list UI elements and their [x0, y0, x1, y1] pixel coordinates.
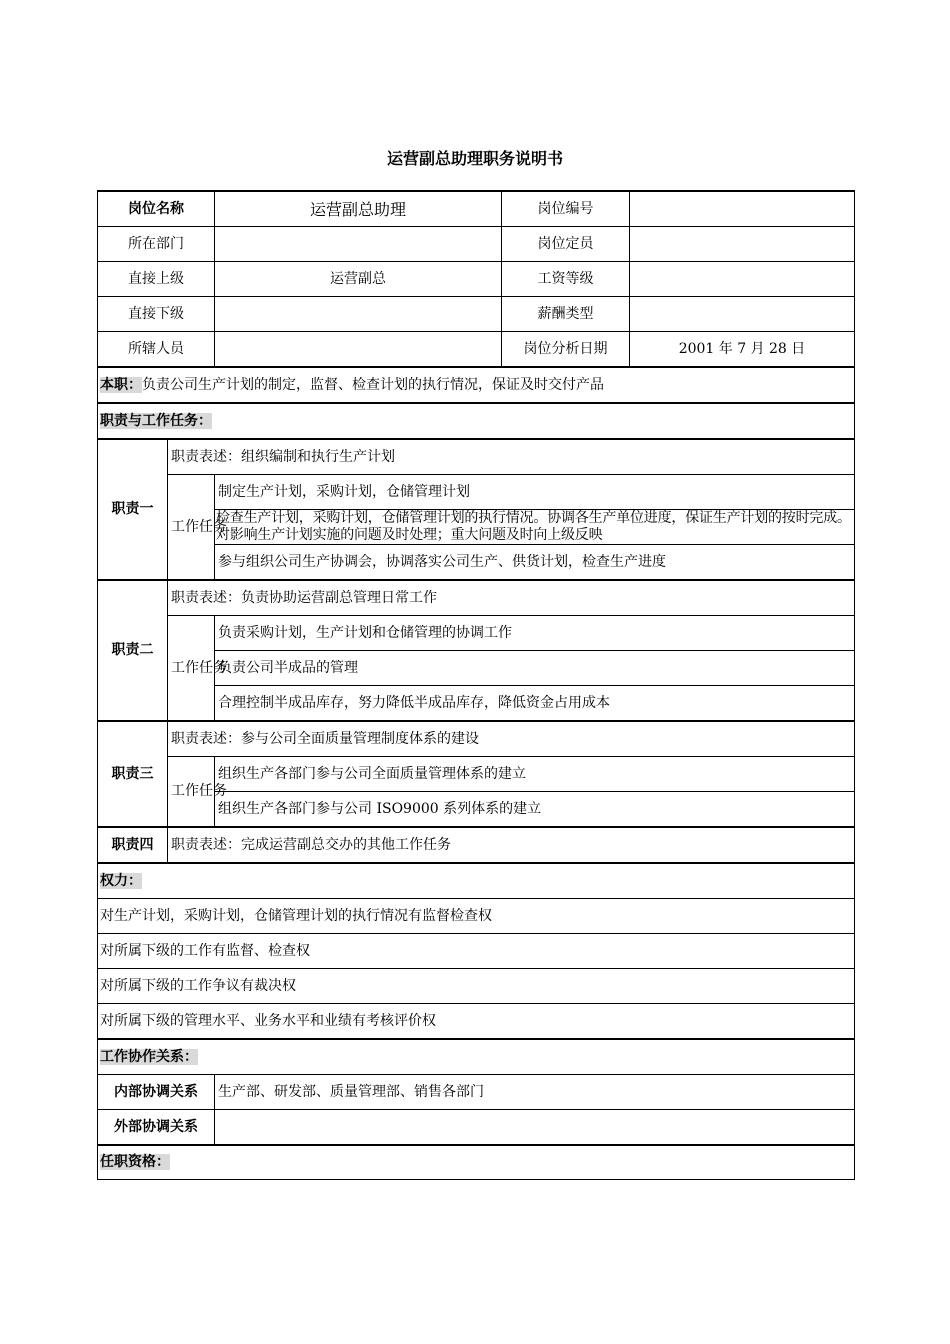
page-title: 运营副总助理职务说明书 [386, 149, 563, 168]
duty2-task-row-1 [98, 616, 855, 651]
value-pay-type [630, 297, 855, 332]
duty1-label: 职责一 [98, 439, 168, 580]
duty1-task-1: 制定生产计划，采购计划，仓储管理计划 [215, 475, 855, 510]
duties-header-row [98, 403, 855, 439]
label-analysis-date: 岗位分析日期 [502, 332, 630, 368]
label-position-name: 岗位名称 [98, 191, 215, 227]
duty2-label: 职责二 [98, 580, 168, 721]
duty3-label: 职责三 [98, 721, 168, 827]
internal-relations-value: 生产部、研发部、质量管理部、销售各部门 [215, 1075, 855, 1110]
power-item-2: 对所属下级的工作有监督、检查权 [98, 934, 855, 969]
power-header: 权力： [100, 872, 142, 889]
label-pay-type: 薪酬类型 [502, 297, 630, 332]
job-description-table [97, 190, 855, 1180]
basic-row-1 [98, 191, 855, 227]
label-position-code: 岗位编号 [502, 191, 630, 227]
label-salary-grade: 工资等级 [502, 262, 630, 297]
label-subordinate: 直接下级 [98, 297, 215, 332]
qualification-header-row [98, 1145, 855, 1180]
relations-header-cell [98, 1039, 855, 1075]
qualification-header: 任职资格： [100, 1154, 170, 1170]
duty1-task-2: 检查生产计划，采购计划，仓储管理计划的执行情况。协调各生产单位进度，保证生产计划的按时完成。对影响生产计划实施的问题及时处理；重大问题及时向上级反映 [215, 510, 855, 545]
duty3-desc-row [98, 721, 855, 757]
value-staff [215, 332, 502, 368]
duty2-task-3: 合理控制半成品库存，努力降低半成品库存，降低资金占用成本 [215, 686, 855, 722]
duty3-task-1: 组织生产各部门参与公司全面质量管理体系的建立 [215, 757, 855, 792]
duties-header: 职责与工作任务： [100, 412, 212, 429]
duty2-task-2: 负责公司半成品的管理 [215, 651, 855, 686]
internal-relations-label: 内部协调关系 [98, 1075, 215, 1110]
value-subordinate [215, 297, 502, 332]
power-item-4: 对所属下级的管理水平、业务水平和业绩有考核评价权 [98, 1004, 855, 1040]
duty3-task-row-1 [98, 757, 855, 792]
value-department [215, 227, 502, 262]
value-position-code [630, 191, 855, 227]
power-row-2 [98, 934, 855, 969]
power-row-4 [98, 1004, 855, 1040]
duty1-task-row-1 [98, 475, 855, 510]
benzhi-label: 本职： [100, 376, 142, 393]
label-staff: 所辖人员 [98, 332, 215, 368]
value-analysis-date: 2001 年 7 月 28 日 [630, 332, 855, 368]
power-header-row [98, 863, 855, 899]
basic-row-5 [98, 332, 855, 368]
external-relations-label: 外部协调关系 [98, 1110, 215, 1146]
value-position-name: 运营副总助理 [215, 191, 502, 227]
duty4-desc: 职责表述：完成运营副总交办的其他工作任务 [168, 827, 855, 863]
duty2-desc-row [98, 580, 855, 616]
benzhi-row [98, 367, 855, 403]
benzhi-text: 负责公司生产计划的制定，监督、检查计划的执行情况，保证及时交付产品 [142, 376, 604, 393]
duty1-desc: 职责表述：组织编制和执行生产计划 [168, 439, 855, 475]
power-row-3 [98, 969, 855, 1004]
label-department: 所在部门 [98, 227, 215, 262]
power-item-1: 对生产计划，采购计划，仓储管理计划的执行情况有监督检查权 [98, 899, 855, 934]
duty2-task-1: 负责采购计划，生产计划和仓储管理的协调工作 [215, 616, 855, 651]
basic-row-4 [98, 297, 855, 332]
qualification-header-cell [98, 1145, 855, 1180]
relations-header: 工作协作关系： [100, 1048, 198, 1065]
duties-header-cell [98, 403, 855, 439]
duty4-label: 职责四 [98, 827, 168, 863]
duty3-desc: 职责表述：参与公司全面质量管理制度体系的建设 [168, 721, 855, 757]
power-header-cell [98, 863, 855, 899]
power-item-3: 对所属下级的工作争议有裁决权 [98, 969, 855, 1004]
basic-row-2 [98, 227, 855, 262]
power-row-1 [98, 899, 855, 934]
duty2-task-label: 工作任务 [168, 616, 215, 722]
duty3-task-label: 工作任务 [168, 757, 215, 828]
external-relations-value [215, 1110, 855, 1146]
duty2-desc: 职责表述：负责协助运营副总管理日常工作 [168, 580, 855, 616]
basic-row-3 [98, 262, 855, 297]
duty3-task-2: 组织生产各部门参与公司 ISO9000 系列体系的建立 [215, 792, 855, 828]
label-headcount: 岗位定员 [502, 227, 630, 262]
duty1-desc-row [98, 439, 855, 475]
value-salary-grade [630, 262, 855, 297]
duty4-row [98, 827, 855, 863]
value-headcount [630, 227, 855, 262]
value-superior: 运营副总 [215, 262, 502, 297]
internal-relations-row [98, 1075, 855, 1110]
external-relations-row [98, 1110, 855, 1146]
benzhi-cell [98, 367, 855, 403]
duty1-task-label: 工作任务 [168, 475, 215, 581]
relations-header-row [98, 1039, 855, 1075]
duty1-task-3: 参与组织公司生产协调会，协调落实公司生产、供货计划，检查生产进度 [215, 545, 855, 581]
label-superior: 直接上级 [98, 262, 215, 297]
